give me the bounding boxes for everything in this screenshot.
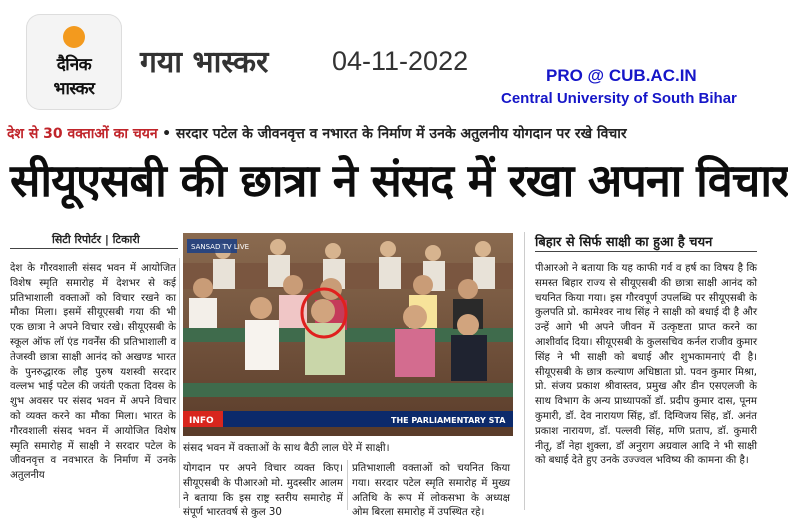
kicker-highlight: देश से 30 वक्ताओं का चयन: [7, 126, 158, 142]
university-name: Central University of South Bihar: [501, 90, 737, 107]
edition-title: गया भास्कर: [140, 45, 269, 80]
edition-date: 04-11-2022: [332, 46, 469, 76]
column-divider: [524, 232, 525, 510]
byline: सिटी रिपोर्टर | टिकारी: [52, 233, 140, 246]
parliament-photo-illustration: [183, 233, 513, 436]
dainik-bhaskar-logo: [26, 14, 122, 110]
headline: सीयूएसबी की छात्रा ने संसद में रखा अपना विचार: [10, 154, 788, 207]
channel-logo-text: SANSAD TV LIVE: [191, 243, 250, 251]
kicker-text: • सरदार पटेल के जीवनवृत्त व नभारत के निर्माण में उनके अतुलनीय योगदान पर रखे विचार: [162, 126, 627, 142]
parliament-photo: [183, 233, 513, 436]
byline-divider: [10, 248, 178, 249]
article-body-bottom-2: प्रतिभाशाली वक्ताओं को चयनित किया गया। सरदार पटेल स्मृति समारोह में मुख्य अतिथि के रूप में लोकसभा के अध्यक्ष ओम बिरला समारोह में उपस्थित रहे।: [352, 463, 510, 519]
logo-line-2: भास्कर: [53, 79, 95, 99]
article-body-right: पीआरओ ने बताया कि यह काफी गर्व व हर्ष का विषय है कि समस्त बिहार राज्य से सीयूएसबी की छात्रा साक्षी आनंद को चयनित किया गया। इस गौरवपूर्ण उपलब्धि पर सीयूएसबी के कुलपति प्रो. कामेश्वर नाथ सिंह ने साक्षी को बधाई दी है और उन्हें आगे भी अपने जीवन में उत्कृष्टता प्राप्त करने का आशीर्वाद दिया। सीयूएसबी के कुलसचिव कर्नल राजीव कुमार सिंह ने भी साक्षी को बधाई और शुभकामनाएं दी है। सीयूएसबी के छात्र कल्याण अधिष्ठाता प्रो. पवन कुमार मिश्रा, प्रो. संजय प्रकाश श्रीवास्तव, प्रमुख और डीन एसएलजी के साथ विभाग के अन्य प्राध्यापकों डॉ. प्रदीप कुमार दास, पूनम कुमारी, डॉ. देव नारायण सिंह, डॉ. दिग्विजय सिंह, डॉ. अनंत प्रकाश नारायण, डॉ. पल्लवी सिंह, मणि प्रताप, डॉ. कुमारी नीतू, डॉ नेहा शुक्ला, डॉ अनुराग अग्रवाल आदि ने भी साक्षी को बधाई देते हुए उनके उज्ज्वल भविष्य की कामना की है।: [535, 263, 757, 467]
sun-icon: [63, 26, 85, 48]
article-body-bottom-1: योगदान पर अपने विचार व्यक्त किए। सीयूएसबी के पीआरओ मो. मुदस्सीर आलम ने बताया कि इस राष्ट्र स्तरीय समारोह में संपूर्ण भारतवर्ष से कुल 30: [183, 463, 343, 519]
article-body-left: देश के गौरवशाली संसद भवन में आयोजित विशेष स्मृति समारोह में देशभर से कई प्रतिभाशाली वक्ताओं को विचार रखने का मौका मिला। इसमें सीयूएसबी गया की भी एक छात्रा ने अपने विचार रखे। सीयूएसबी के स्कूल ऑफ लॉ एंड गवर्नेंस की प्रतिभाशाली व तेजस्वी छात्रा साक्षी आनंद को अखण्ड भारत के पुनरुद्धारक लौह पुरुष यशस्वी सरदार वल्लभ भाई पटेल की जयंती एकता दिवस के शुभ अवसर पर संसद भवन में अपने विचार को व्यक्त करने का मौका मिला। भारत के गौरवशाली संसद भवन में आयोजित विशेष स्मृति समारोह में साक्षी ने सरदार पटेल के जीवनवृत्त व नवभारत के निर्माण में उनके अतुलनीय: [10, 263, 176, 482]
side-headline-divider: [535, 251, 757, 252]
logo-line-1: दैनिक: [56, 55, 92, 75]
side-headline: बिहार से सिर्फ साक्षी का हुआ है चयन: [535, 235, 713, 250]
column-divider: [347, 460, 348, 510]
column-divider: [179, 258, 180, 508]
pro-email: PRO @ CUB.AC.IN: [546, 66, 697, 85]
kicker-line: [7, 124, 627, 143]
photo-caption: संसद भवन में वक्ताओं के साथ बैठी लाल घेरे में साक्षी।: [183, 442, 390, 454]
ticker-title: THE PARLIAMENTARY STA: [391, 416, 506, 425]
ticker-info: INFO: [189, 416, 214, 426]
